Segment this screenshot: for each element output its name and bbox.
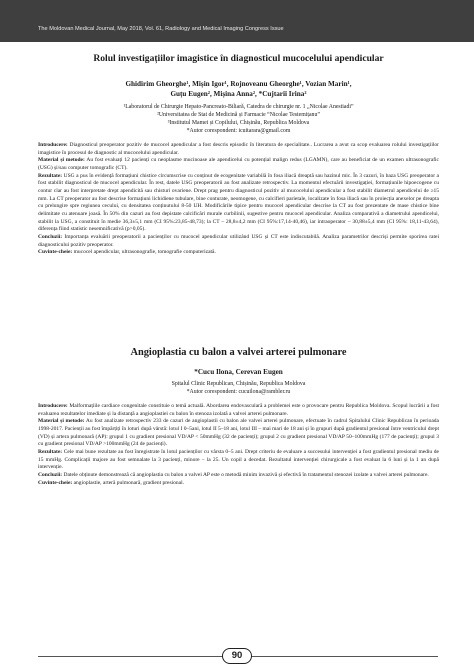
section-label: Material și metode: (38, 157, 85, 164)
affiliation-3: ³Institutul Mamei și Copilului, Chișinău, Republica Moldova (167, 120, 310, 126)
section-concluzii (38, 472, 439, 480)
section-label: Rezultate: (38, 448, 63, 455)
section-label: Concluzii: (38, 471, 63, 478)
section-text: Datele obținute demonstrează că angioplastia cu balon a valvei AP este o metodă minim invazivă și efectivă în tratamentul stenozei izolate a valvei arterei pulmonare. (62, 471, 429, 478)
abstract-body (38, 403, 439, 487)
section-material-metode (38, 418, 439, 449)
section-label: Rezultate: (38, 172, 63, 179)
section-label: Introducere: (38, 142, 68, 148)
section-rezultate (38, 173, 439, 234)
article-angioplastie (38, 347, 439, 487)
section-label: Cuvinte-cheie: (38, 249, 73, 256)
page-number: 90 (222, 648, 252, 664)
section-label: Concluzii: (38, 233, 63, 240)
section-rezultate (38, 449, 439, 472)
section-text: Importanța evaluării preoperatorii a pacienților cu mucocel apendicular utilizând USG și CT este indiscutabilă. Analiza parametrilor descriși permite sporirea ratei diagnosticului pozitiv preoperator. (38, 233, 439, 248)
section-material-metode (38, 157, 439, 172)
section-text: Cele mai bune rezultate au fost înregistrate în lotul pacienților cu vârsta 0–5 ani. Drept criteriu de evaluare a succesului intervenției a fost gradientul presional mediu de 15 mmHg. Complicații majore au fost semnalate la 3 pacienți, minore – la 25. Un copil a decedat. Rezultatul intervenției chirurgicale a fost evaluat la 6 luni și la 1 an după intervenție. (38, 448, 439, 471)
author-list: *Cucu Ilona, Cerevan Eugen (194, 368, 283, 376)
section-text: Diagnosticul preoperator pozitiv de mucocel apendicular a fost descris episodic în literatura de specialitate.. Lucrarea a avut ca scop evaluarea rolului investigațiilor imagistice în procesul de diagnostic al mucocelului apendicular. (38, 142, 439, 156)
article-title: Angioplastia cu balon a valvei arterei pulmonare (130, 347, 347, 358)
affiliation-1: ¹Laboratorul de Chirurgie Hepato-Pancreato-Biliară, Catedra de chirurgie nr. 1 „Nicolae Anestiadi” (123, 104, 354, 110)
section-introducere (38, 403, 439, 418)
corresponding-author: *Autor corespondent: icuitarara@gmail.com (186, 128, 291, 134)
section-text: Malformațiile cardiace congenitale constituie o temă actuală. Abordarea endovasculară a problemei este o provocare pentru Republica Moldova. Scopul lucrării a fost evaluarea rezultatelor imediate și la distanță a angioplastiei cu balon în stenoza izolată a valvei arterei pulmonare. (38, 403, 439, 417)
section-cuvinte-cheie (38, 249, 439, 257)
section-label: Material și metode: (38, 418, 85, 425)
article-title: Rolul investigațiilor imagistice în diagnosticul mucocelului apendicular (93, 53, 384, 64)
section-cuvinte-cheie (38, 480, 439, 488)
section-label: Introducere: (38, 403, 68, 409)
section-introducere (38, 142, 439, 157)
abstract-body (38, 142, 439, 257)
header-band (0, 0, 474, 42)
affiliations (38, 380, 439, 396)
article-mucocel (38, 53, 439, 257)
author-list (38, 79, 439, 99)
corresponding-author: *Autor corespondent: cucuilona@rambler.ru (186, 389, 291, 395)
affiliation-1: Spitalul Clinic Republican, Chișinău, Republica Moldova (171, 381, 306, 387)
section-text: mucocel apendicular, ultrasonografie, tomografie computerizată. (72, 249, 216, 256)
section-label: Cuvinte-cheie: (38, 479, 73, 486)
section-concluzii (38, 234, 439, 249)
affiliation-2: ²Universitatea de Stat de Medicină și Farmacie “Nicolae Testemițanu” (157, 112, 320, 118)
running-header: The Moldovan Medical Journal, May 2018, Vol. 61, Radiology and Medical Imaging Congress Issue (38, 26, 284, 32)
section-text: angioplastie, arteră pulmonară, gradient presional. (72, 479, 185, 486)
author-line-2: Guțu Eugen², Mișina Anna², *Cujtarii Irina² (170, 90, 307, 98)
author-line-1: Ghidirim Gheorghe¹, Mișin Igor¹, Rojnoveanu Gheorghe¹, Vozian Marin¹, (125, 80, 352, 88)
section-text: USG a pus în evidență formațiuni chistice circumscrise cu conținut de ecogenitate variabilă în fosa iliacă dreaptă sau hazinul mic. În 3 cazuri, în baza USG preoperator a fost stabilit diagnosticul de mucocel apendicular. În rest, datele USG preoperatorii au fost analizate retrospectiv. La momentul efectuării investigației, formațiunile hipoecogene cu contur clar au fost interpretate drept apendicită sau chisturi ovariene. Drept prag pentru diagnosticul pozitiv al mucocelului apendicular a fost stabilit diametrul apendicelui de ≥15 mm. La CT preoperator au fost descrise formațiuni lichidiene tubulare, bine conturate, neomogene, cu calcifieri parietale, localizate în fosa iliacă sau în proiecția anexelor pe dreapta cu prelungire spre regiunea cecului, cu densitatea conținutului 8-50 UH. Modificările tipice pentru mucocel apendicular descrise la CT au fost prezentate de mase chistice bine delimitate cu atenuare joasă. În 50% din cazuri au fost depistate calcificări murale curbilinii, sugestive pentru mucocel apendicular. Analiza comparativă a diametrului apendicelui, stabilit la USG, a constituit în medie 36,3±5,1 mm (CI 95%:23,85-48,73); la CT – 28,8±4,2 mm (CI 95%:17,14-40,46), iar intraoperator – 30,88±5,4 mm (CI 95%: 18,11-43,64), diferența fiind statistic nesemnificativă (p>0,05). (38, 172, 439, 233)
section-text: Au fost evaluați 12 pacienți cu neoplasme mucinoase ale apendicelui cu potențial malign redus (LGAMN), care au beneficiat de un examen ultrasonografic (USG) și/sau computer tomografic (CT). (38, 157, 439, 171)
affiliations (38, 103, 439, 135)
section-text: Au fost analizate retrospectiv 233 de cazuri de angioplastii cu balon ale valvei arterei pulmonare, efectuate în cadrul Spitalului Clinic Republican în perioada 1998-2017. Pacienții au fost împărțiți în loturi după vârstă: lotul I 0–5ani, lotul II 5–18 ani, lotul III – mai mari de 18 ani și în grupuri după gradientul presional între ventriculul drept (VD) și artera pulmonară (AP): grupul 1 cu gradient presional VD/AP < 50mmHg (32 de pacienți); grupul 2 cu gradient presional VD/AP 50–100mmHg (177 de pacienți); grupul 3 cu gradient presional VD/AP >100mmHg (24 de pacienți). (38, 418, 439, 448)
